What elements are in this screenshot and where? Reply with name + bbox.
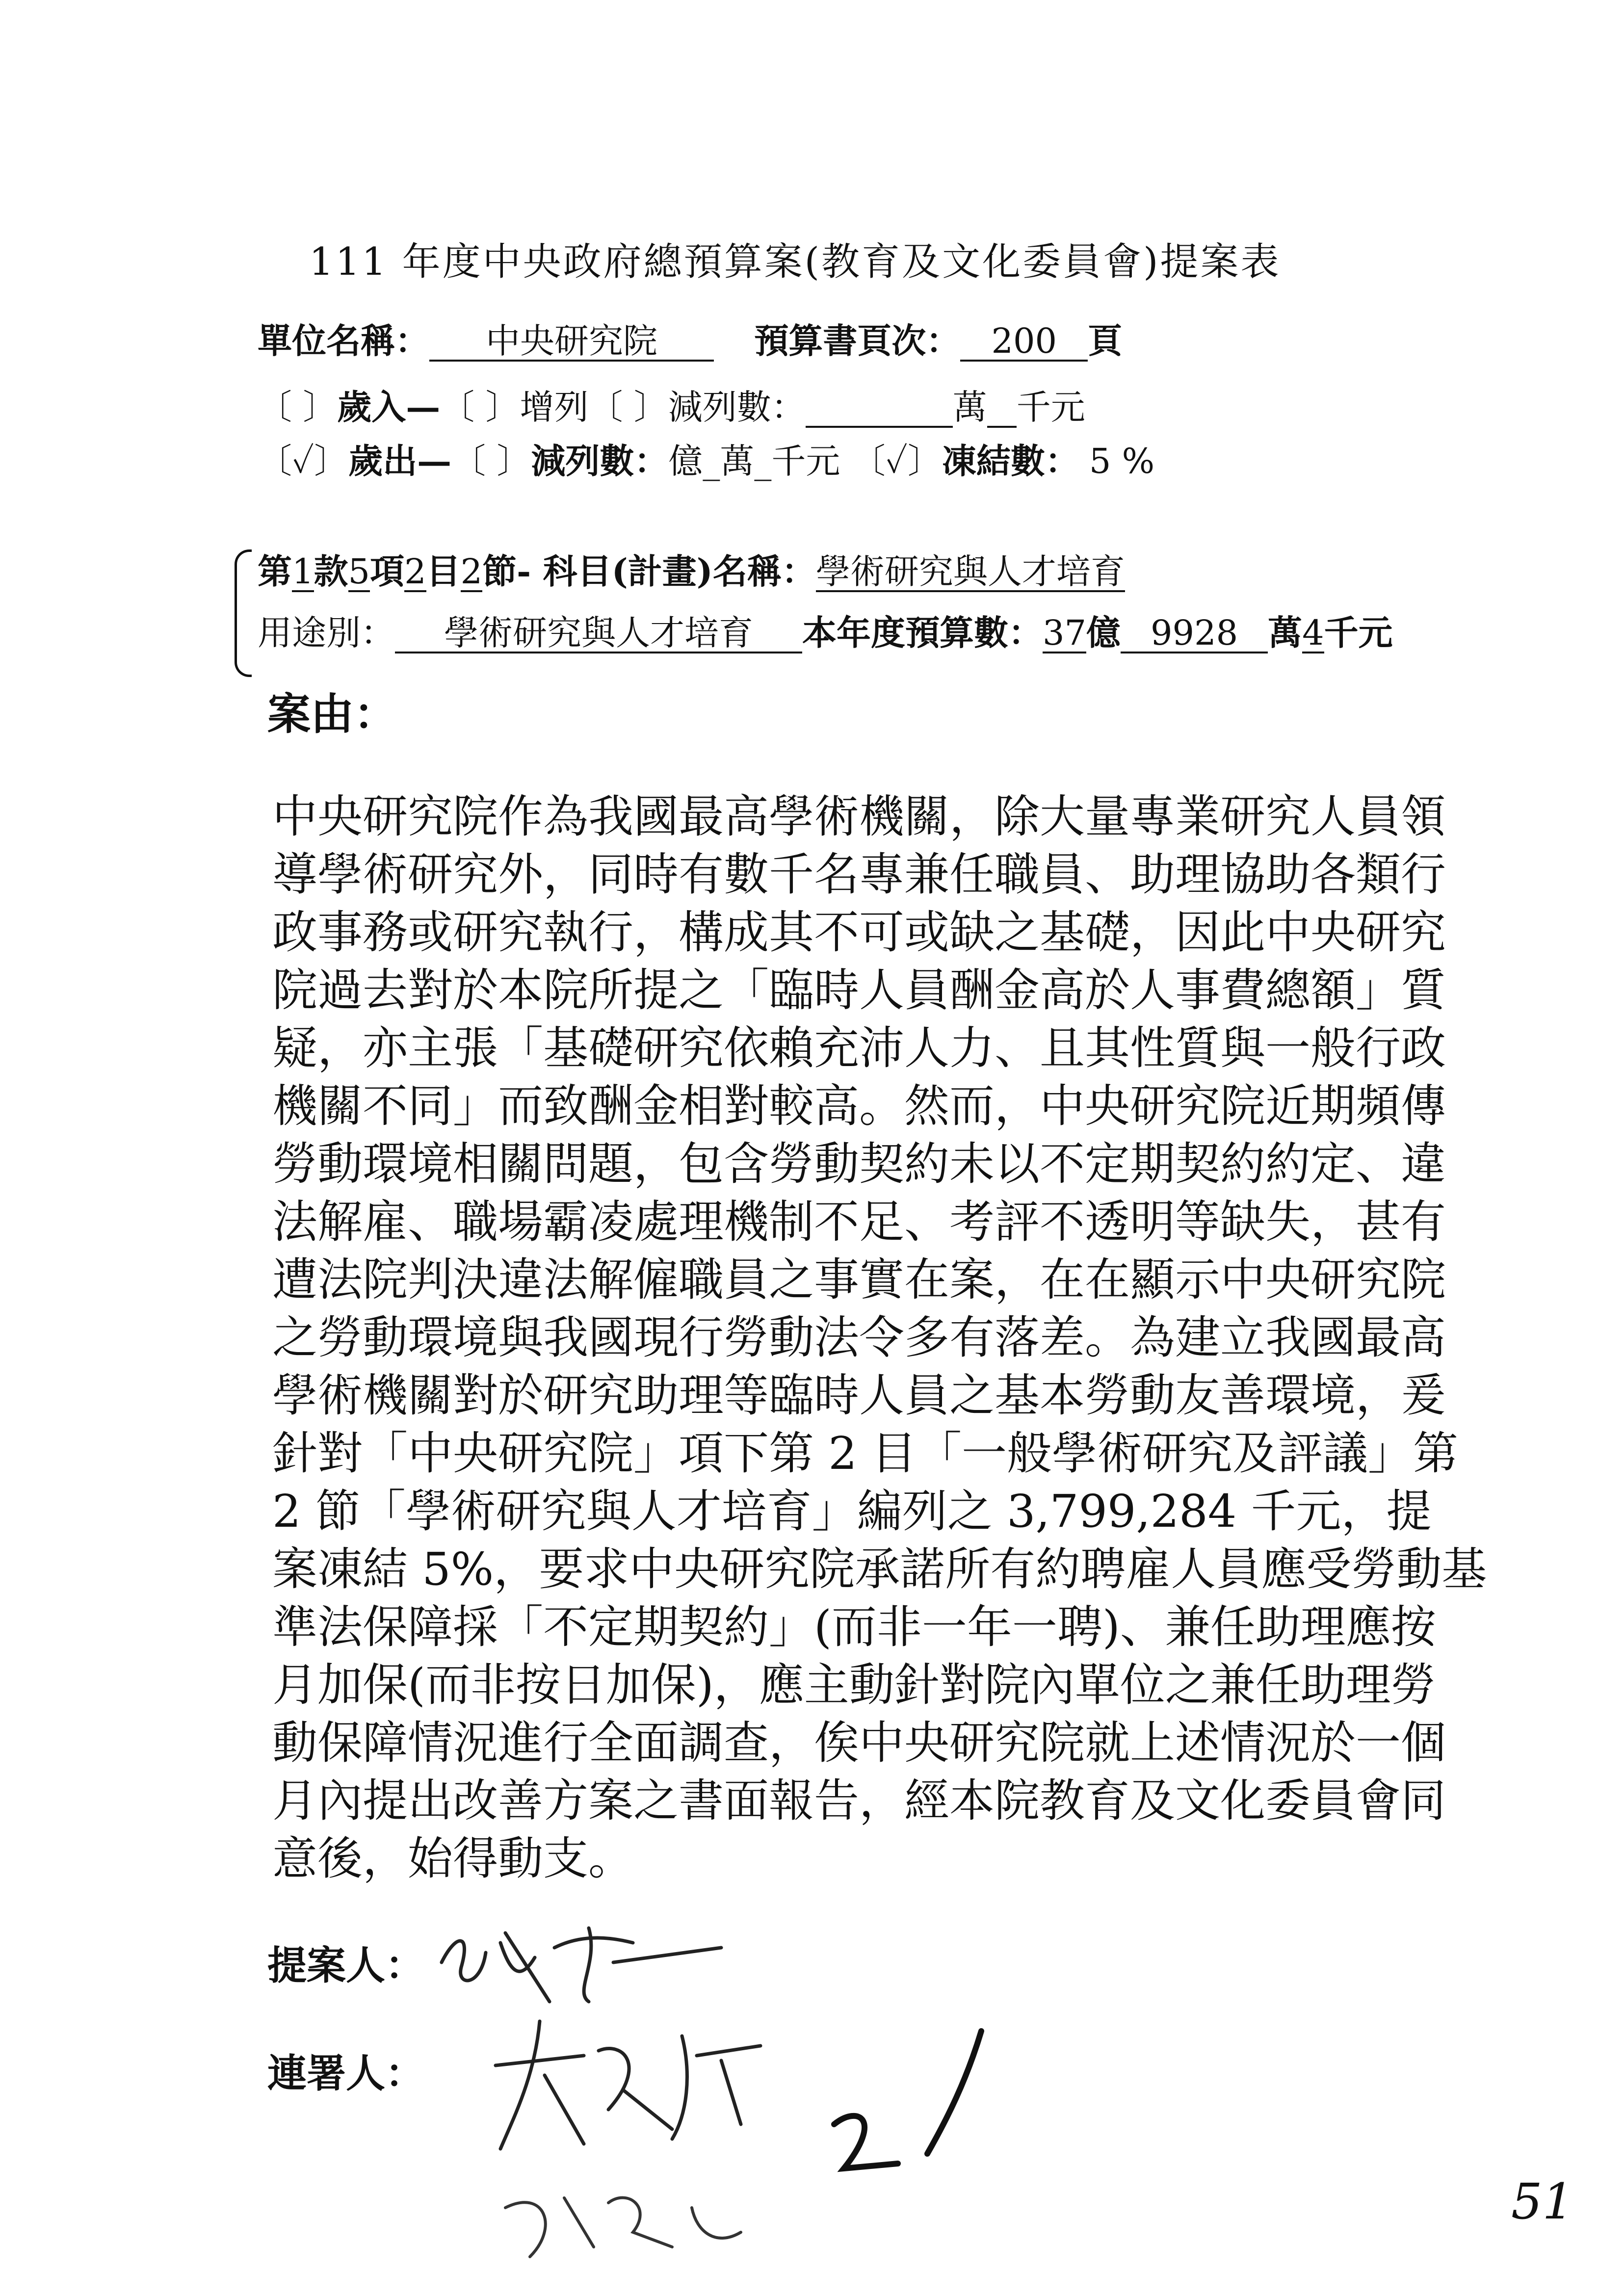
increase-checkbox: 〔 〕 — [440, 387, 520, 427]
freeze-label: 凍結數： — [942, 441, 1079, 481]
page-number: 51 — [1511, 2173, 1574, 2230]
unit-value: 中央研究院 — [429, 323, 714, 362]
body-line: 案凍結 5%，要求中央研究院承諾所有約聘雇人員應受勞動基 — [272, 1543, 1487, 1595]
kuan-value: 1 — [292, 551, 314, 592]
qian-blank — [987, 390, 1017, 428]
item-text: 目 — [426, 551, 461, 592]
item-row — [258, 552, 1125, 592]
body-line: 法解雇、職場霸凌處理機制不足、考評不透明等缺失，甚有 — [272, 1196, 1446, 1248]
body-line: 中央研究院作為我國最高學術機關，除大量專業研究人員領 — [272, 790, 1446, 843]
cosigner-signatures — [486, 2002, 1025, 2276]
budget-qian: 4 — [1302, 613, 1324, 653]
body-line: 月加保(而非按日加保)，應主動針對院內單位之兼任助理勞 — [272, 1659, 1436, 1711]
budget-label: 本年度預算數： — [802, 612, 1043, 653]
expense-reduce-checkbox: 〔 〕 — [451, 441, 531, 481]
page-ref-unit: 頁 — [1088, 320, 1123, 361]
body-line: 針對「中央研究院」項下第 2 目「一般學術研究及評議」第 — [272, 1427, 1459, 1480]
body-line: 機關不同」而致酬金相對較高。然而，中央研究院近期頻傳 — [272, 1080, 1446, 1132]
body-line: 月內提出改善方案之書面報告，經本院教育及文化委員會同 — [272, 1774, 1446, 1827]
use-label: 用途別： — [258, 613, 395, 653]
expense-label: 歲出— — [348, 441, 452, 481]
reduce-blank — [806, 390, 953, 428]
proposer-label: 提案人： — [267, 1942, 424, 1988]
wan-label: 萬 — [952, 387, 987, 427]
expense-units: 億_萬_千元 — [668, 441, 840, 481]
body-line: 動保障情況進行全面調查，俟中央研究院就上述情況於一個 — [272, 1717, 1446, 1769]
expense-reduce-label: 減列數： — [531, 441, 669, 481]
body-line: 院過去對於本院所提之「臨時人員酬金高於人事費總額」質 — [272, 964, 1446, 1017]
revenue-row — [258, 388, 1085, 428]
jie-value: 2 — [460, 551, 483, 592]
use-value: 學術研究與人才培育 — [395, 615, 802, 653]
reduce-checkbox: 〔 〕 — [588, 387, 668, 427]
expense-row — [258, 442, 1154, 481]
mu-value: 2 — [404, 551, 426, 592]
body-line: 意後，始得動支。 — [272, 1832, 634, 1885]
yi-unit: 億 — [1086, 612, 1121, 653]
budget-wan: 9928 — [1121, 615, 1268, 653]
body-line: 2 節「學術研究與人才培育」編列之 3,799,284 千元，提 — [272, 1485, 1432, 1538]
budget-yi: 37 — [1043, 613, 1087, 653]
xiang-value: 5 — [348, 551, 370, 592]
bracket — [235, 549, 252, 677]
body-line: 疑，亦主張「基礎研究依賴充沛人力、且其性質與一般行政 — [272, 1022, 1446, 1074]
cosigner-label: 連署人： — [267, 2050, 424, 2096]
increase-label: 增列 — [520, 387, 589, 427]
body-line: 遭法院判決違法解僱職員之事實在案，在在顯示中央研究院 — [272, 1253, 1446, 1306]
revenue-checkbox: 〔 〕 — [258, 387, 338, 427]
body-line: 準法保障採「不定期契約」(而非一年一聘)、兼任助理應按 — [272, 1601, 1436, 1653]
qian-unit: 千元 — [1324, 612, 1393, 653]
wan-unit: 萬 — [1268, 612, 1303, 653]
item-text: 節- 科目(計畫)名稱： — [482, 551, 816, 592]
program-name: 學術研究與人才培育 — [815, 551, 1125, 592]
freeze-checkbox: 〔✓〕 — [851, 441, 942, 481]
use-row — [258, 613, 1393, 653]
reason-label: 案由： — [267, 688, 397, 739]
body-line: 勞動環境相關問題，包含勞動契約未以不定期契約約定、違 — [272, 1138, 1446, 1190]
item-text: 第 — [258, 551, 292, 592]
expense-checkbox: 〔✓〕 — [258, 441, 349, 481]
qian-label: 千元 — [1016, 387, 1085, 427]
item-text: 款 — [314, 551, 348, 592]
unit-label: 單位名稱： — [258, 320, 429, 361]
document-title: 111 年度中央政府總預算案(教育及文化委員會)提案表 — [309, 240, 1281, 284]
reduce-label: 減列數： — [668, 387, 806, 427]
page-ref-value: 200 — [960, 323, 1088, 362]
body-line: 導學術研究外，同時有數千名專兼任職員、助理協助各類行 — [272, 848, 1446, 901]
item-text: 項 — [370, 551, 405, 592]
body-line: 學術機關對於研究助理等臨時人員之基本勞動友善環境，爰 — [272, 1369, 1446, 1422]
revenue-label: 歲入— — [337, 387, 441, 427]
freeze-value: 5 % — [1089, 441, 1155, 481]
body-line: 之勞動環境與我國現行勞動法令多有落差。為建立我國最高 — [272, 1311, 1446, 1364]
page-ref-label: 預算書頁次： — [754, 320, 961, 361]
body-line: 政事務或研究執行，構成其不可或缺之基礎，因此中央研究 — [272, 906, 1446, 959]
unit-row — [258, 321, 1122, 362]
